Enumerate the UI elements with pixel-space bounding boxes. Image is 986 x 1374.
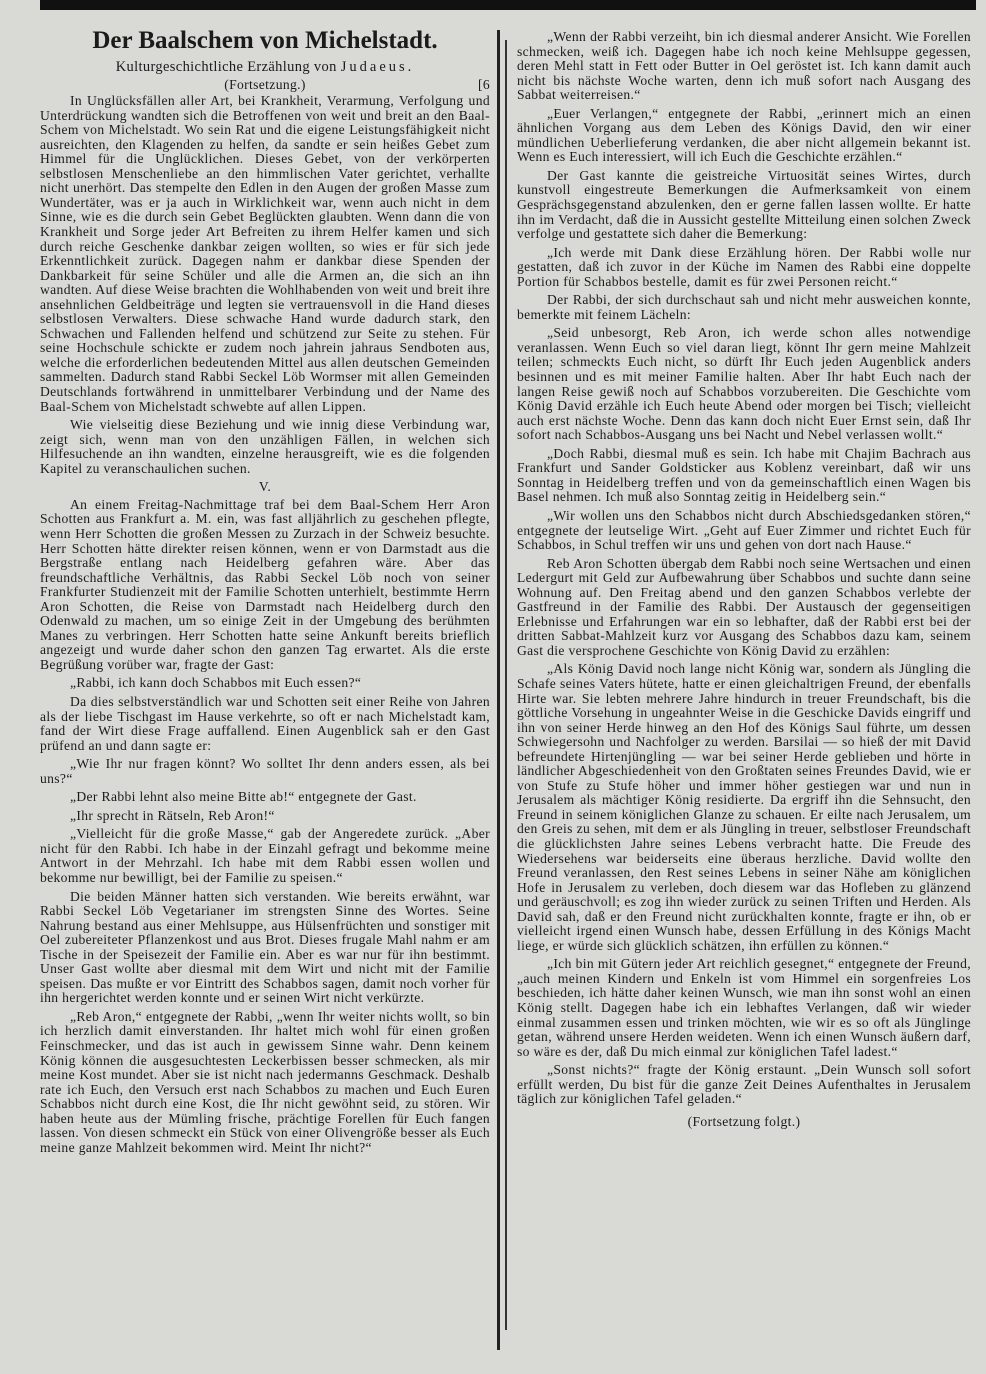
paragraph: „Seid unbesorgt, Reb Aron, ich werde schon alles notwendige veranlassen. Wenn Euch so viel daran liegt, könnt Ihr gern meine Mahlzeit teilen; schmeckts Euch nicht, so dürft Ihr Euch jeden Augenblick anders besinnen und es mit meiner Familie halten. Aber Ihr habt Euch nach der langen Reise gewiß noch auf Schabbos vorzubereiten. Die Geschichte vom König David erzähle ich Euch heute Abend oder morgen bei Tisch; vielleicht auch erst nächste Woche. Denn das kann doch nicht Euer Ernst sein, daß Ihr sofort nach Schabbos-Ausgang uns bei Nacht und Nebel verlassen wollt.“ bbox=[517, 325, 971, 443]
article-title: Der Baalschem von Michelstadt. bbox=[92, 27, 438, 54]
left-column bbox=[40, 22, 490, 1159]
paragraph: „Doch Rabbi, diesmal muß es sein. Ich habe mit Chajim Bachrach aus Frankfurt und Sander Goldsticker aus Koblenz vereinbart, daß wir uns Sonntag in Heidelberg treffen und von da gemeinschaftlich einen Wagen bis Basel nehmen. Ich muß also Sonntag zeitig in Heidelberg sein.“ bbox=[517, 445, 971, 505]
paragraph: „Ihr sprecht in Rätseln, Reb Aron!“ bbox=[70, 807, 275, 823]
paragraph: „Ich werde mit Dank diese Erzählung hören. Der Rabbi wolle nur gestatten, daß ich zuvor in der Küche im Namen des Rabbi eine doppelte Portion für Schabbos bestelle, damit es für zwei Personen reicht.“ bbox=[517, 244, 971, 289]
column-divider bbox=[497, 30, 500, 1350]
paragraph: Der Gast kannte die geistreiche Virtuosität seines Wirtes, durch kunstvoll eingestreute Bemerkungen die Aufmerksamkeit von einem Gesprächsgegenstand abzulenken, den er gerne fallen lassen wollte. Er hatte ihn im Verdacht, daß die in Aussicht gestellte Mitteilung einen solchen Zweck verfolge und gestattete sich daher die Bemerkung: bbox=[517, 167, 971, 242]
chapter-heading: V. bbox=[258, 479, 272, 495]
end-note: (Fortsetzung folgt.) bbox=[687, 1113, 801, 1129]
paragraph: „Sonst nichts?“ fragte der König erstaunt. „Dein Wunsch soll sofort erfüllt werden, Du bist für die ganze Zeit Deines Aufenthaltes in Jerusalem täglich zur königlichen Tafel geladen.“ bbox=[517, 1062, 971, 1107]
continuation-label: (Fortsetzung.) bbox=[224, 76, 306, 92]
paragraph: „Euer Verlangen,“ entgegnete der Rabbi, „erinnert mich an einen ähnlichen Vorgang aus dem Leben des Königs David, den wir einer mündlichen Ueberlieferung verdanken, die aber nicht allgemein bekannt ist. Wenn es Euch interessiert, will ich Euch die Geschichte erzählen.“ bbox=[517, 105, 971, 165]
paragraph: An einem Freitag-Nachmittage traf bei dem Baal-Schem Herr Aron Schotten aus Frankfurt a. M. ein, was fast alljährlich zu geschehen pflegte, wenn Herr Schotten die großen Messen zu Zurzach in der Schweiz besuchte. Herr Schotten hätte direkter reisen können, wenn er von Darmstadt aus die Bergstraße entlang nach Heidelberg gefahren wäre. Aber das freundschaftliche Verhältnis, das Rabbi Seckel Löb noch von seiner Frankfurter Studienzeit mit der Familie Schotten unterhielt, bestimmte Herrn Aron Schotten, die Reise von Darmstadt nach Heidelberg durch den Odenwald zu machen, um so einige Zeit in der Umgebung des berühmten Manes zu verbringen. Herr Schotten hatte seine Ankunft bereits brieflich angezeigt und wurde daher schon den ganzen Tag erwartet. Als die erste Begrüßung vorüber war, fragte der Gast: bbox=[40, 496, 490, 672]
right-column bbox=[517, 30, 971, 1133]
paragraph: „Rabbi, ich kann doch Schabbos mit Euch essen?“ bbox=[70, 675, 362, 691]
subtitle-text: Kulturgeschichtliche Erzählung von bbox=[115, 59, 337, 75]
installment-number: [6 bbox=[477, 76, 490, 92]
paragraph: „Vielleicht für die große Masse,“ gab der Angeredete zurück. „Aber nicht für den Rabbi. Ich habe in der Einzahl gefragt und bekomme meine Antwort in der Mehrzahl. Ich habe mit dem Rabbi essen wollen und bekomme nur bewilligt, bei der Familie zu speisen.“ bbox=[40, 826, 490, 885]
column-rule bbox=[505, 40, 507, 1330]
continuation-line bbox=[40, 78, 490, 93]
paragraph: „Als König David noch lange nicht König war, sondern als Jüngling die Schafe seines Vaters hütete, hatte er einen gleichaltrigen Freund, der ebenfalls Hirte war. Sie lebten mehrere Jahre hindurch in treuer Freundschaft, bis die göttliche Vorsehung in ungeahnter Weise in die Geschicke Davids eingriff und ihn von seiner Herde hinweg an den Hof des Königs Saul führte, um dessen Schwiegersohn und Nachfolger zu werden. Barsilai — so hieß der mit David befreundete Hirtenjüngling — war bei seiner Herde geblieben und hörte in ländlicher Abgeschiedenheit von den Großtaten seines Freundes David, wie er von Stufe zu Stufe höher und immer höher gestiegen war und nun in Jerusalem als mächtiger König residierte. Da ergriff ihn die Sehnsucht, den Freund in seinem königlichen Glanze zu schauen. Er eilte nach Jerusalem, um den Greis zu sehen, mit dem er als Jüngling in treuer, selbstloser Freundschaft die glücklichsten Jahre seines Lebens verbracht hatte. Die Freude des Wiedersehens war beiderseits eine überaus herzliche. David wollte den Freund veranlassen, den Rest seines Lebens in seiner Nähe am königlichen Hofe in Jerusalem zu verleben, doch diesem war das Hofleben zu glänzend und geräuschvoll; es zog ihn wieder zurück zu seinen Triften und Herden. Als David sah, daß er den Freund nicht zurückhalten konnte, fragte er ihn, ob er vielleicht irgend einen Wunsch habe, dessen Erfüllung in des Königs Macht liege, er würde sich glücklich schätzen, ihn erfüllen zu können.“ bbox=[517, 661, 971, 953]
paragraph: Der Rabbi, der sich durchschaut sah und nicht mehr ausweichen konnte, bemerkte mit feinem Lächeln: bbox=[517, 292, 971, 322]
article-subtitle bbox=[40, 60, 490, 75]
paragraph: „Der Rabbi lehnt also meine Bitte ab!“ entgegnete der Gast. bbox=[70, 789, 417, 805]
paragraph: „Reb Aron,“ entgegnete der Rabbi, „wenn Ihr weiter nichts wollt, so bin ich herzlich damit einverstanden. Ihr haltet mich wohl für einen großen Feinschmecker, und das ist auch in gewissem Sinne wahr. Denn keinem König können die ausgesuchtesten Leckerbissen besser schmecken, als mir meine Kost mundet. Aber sie ist nicht nach jedermanns Geschmack. Deshalb rate ich Euch, den Versuch erst nach Schabbos zu machen und Euch Euren Schabbos nicht durch eine Kost, die Ihr nicht gewöhnt seid, zu stören. Wir haben heute aus der Mümling frische, prächtige Forellen für Euch fangen lassen. Von diesen schmeckt ein Stück von einer Olivengröße besser als Euch meine ganze Mahlzeit bekommen wird. Meint Ihr nicht?“ bbox=[40, 1008, 490, 1155]
paragraph: Da dies selbstverständlich war und Schotten seit einer Reihe von Jahren als der liebe Tischgast im Hause verkehrte, so oft er nach Michelstadt kam, fand der Wirt diese Frage auffallend. Einen Augenblick sah er den Gast prüfend an und dann sagte er: bbox=[40, 693, 490, 753]
paragraph: Reb Aron Schotten übergab dem Rabbi noch seine Wertsachen und einen Ledergurt mit Geld zur Aufbewahrung über Schabbos und suchte dann seine Wohnung auf. Den Freitag abend und den ganzen Schabbos verlebte der Gastfreund in der Familie des Rabbi. Der Austausch der gegenseitigen Erlebnisse und Erfahrungen war ein so lebhafter, daß der Rabbi erst bei der dritten Sabbat-Mahlzeit kurz vor Ausgang des Schabbos dazu kam, seinem Gast die versprochene Geschichte von König David zu erzählen: bbox=[517, 555, 971, 658]
paragraph: „Ich bin mit Gütern jeder Art reichlich gesegnet,“ entgegnete der Freund, „auch meinen Kindern und Enkeln ist vom Himmel ein sorgenfreies Los beschieden, ich hätte daher keinen Wunsch, wie man ihn sonst wohl an einen König stellt. Dagegen habe ich ein lebhaftes Verlangen, daß wir wieder einmal zusammen essen und trinken möchten, wie wir es so oft als Jünglinge getan, während unsere Herden weideten. Wenn ich einen Wunsch äußern darf, so wäre es der, daß Du mich einmal zur königlichen Tafel ladest.“ bbox=[517, 956, 971, 1059]
paragraph: „Wir wollen uns den Schabbos nicht durch Abschiedsgedanken stören,“ entgegnete der leutselige Wirt. „Geht auf Euer Zimmer und richtet Euch für Schabbos, in Schul treffen wir uns und gehen von dort nach Hause.“ bbox=[517, 507, 971, 553]
author: Judaeus. bbox=[340, 59, 415, 75]
paragraph: Die beiden Männer hatten sich verstanden. Wie bereits erwähnt, war Rabbi Seckel Löb Vegetarianer im strengsten Sinne des Wortes. Seine Nahrung bestand aus einer Mehlsuppe, aus Hülsenfrüchten und sonstiger mit Oel zubereiteter Pflanzenkost und aus Brot. Dieses frugale Mahl nahm er am Tische in der Speisezeit der Familie ein. Aber es war nur für ihn bestimmt. Unser Gast wollte aber diesmal mit dem Wirt und nicht mit der Familie speisen. Das mußte er vor Eintritt des Schabbos sagen, damit noch vorher für ihn hergerichtet werden konnte und er seinen Wirt nicht verkürzte. bbox=[40, 888, 490, 1006]
paragraph: Wie vielseitig diese Beziehung und wie innig diese Verbindung war, zeigt sich, wenn man von den unzähligen Fällen, in welchen sich Hilfesuchende an ihn wandten, einzelne herausgreift, wie es die folgenden Kapitel zu veranschaulichen suchen. bbox=[40, 417, 490, 476]
top-rule bbox=[40, 0, 976, 10]
paragraph: In Unglücksfällen aller Art, bei Krankheit, Verarmung, Verfolgung und Unterdrückung wandten sich die Betroffenen von weit und breit an den Baal-Schem von Michelstadt. Wo sein Rat und die eigene Leistungsfähigkeit nicht ausreichten, den Klagenden zu helfen, da sandte er sein heißes Gebet zum Himmel für die Unglücklichen. Dieses Gebet, von der verkörperten selbstlosen Menschenliebe an den himmlischen Vater gerichtet, verhallte nicht unerhört. Das stempelte den Edlen in den Augen der großen Masse zum Wundertäter, was er ja auch in Wirklichkeit war, wenn auch nicht in dem Sinne, wie es die durch sein Gebet Beglückten glaubten. Wenn dann die von Krankheit und Sorge jeder Art Befreiten zu ihrem Helfer kamen und sich durch reiche Geschenke dankbar zeigen wollten, so wies er für sich jede Erkenntlichkeit zurück. Dagegen nahm er dankbar diese Spenden der Dankbarkeit für seine Schüler und alle die Armen an, die sich an ihn wandten. Auf diese Weise brachten die Wohlhabenden von weit und breit ihre ansehnlichen Geldbeiträge und legten sie vertrauensvoll in die Hand dieses selbstlosen Verwalters. Diese schwache Hand wurde dadurch stark, den Schwachen und Fallenden helfend und schützend zur Seite zu stehen. Für seine Hochschule schickte er zudem noch jahrein jahraus Sendboten aus, welche die erforderlichen bedeutenden Mittel aus allen deutschen Gemeinden sammelten. Dadurch stand Rabbi Seckel Löb Wormser mit allen Gemeinden Deutschlands fortwährend in unmittelbarer Verbindung und der Name des Baal-Schem von Michelstadt schwebte auf allen Lippen. bbox=[40, 93, 490, 414]
paragraph: „Wenn der Rabbi verzeiht, bin ich diesmal anderer Ansicht. Wie Forellen schmecken, weiß ich. Dagegen habe ich noch keine Mehlsuppe gegessen, deren Mehl statt in Fett oder Butter in Oel geröstet ist. Ich kann damit auch nicht bis nächste Woche warten, denn ich muß sofort nach Ausgang des Sabbat weiterreisen.“ bbox=[517, 29, 971, 103]
paragraph: „Wie Ihr nur fragen könnt? Wo solltet Ihr denn anders essen, als bei uns?“ bbox=[40, 756, 490, 786]
